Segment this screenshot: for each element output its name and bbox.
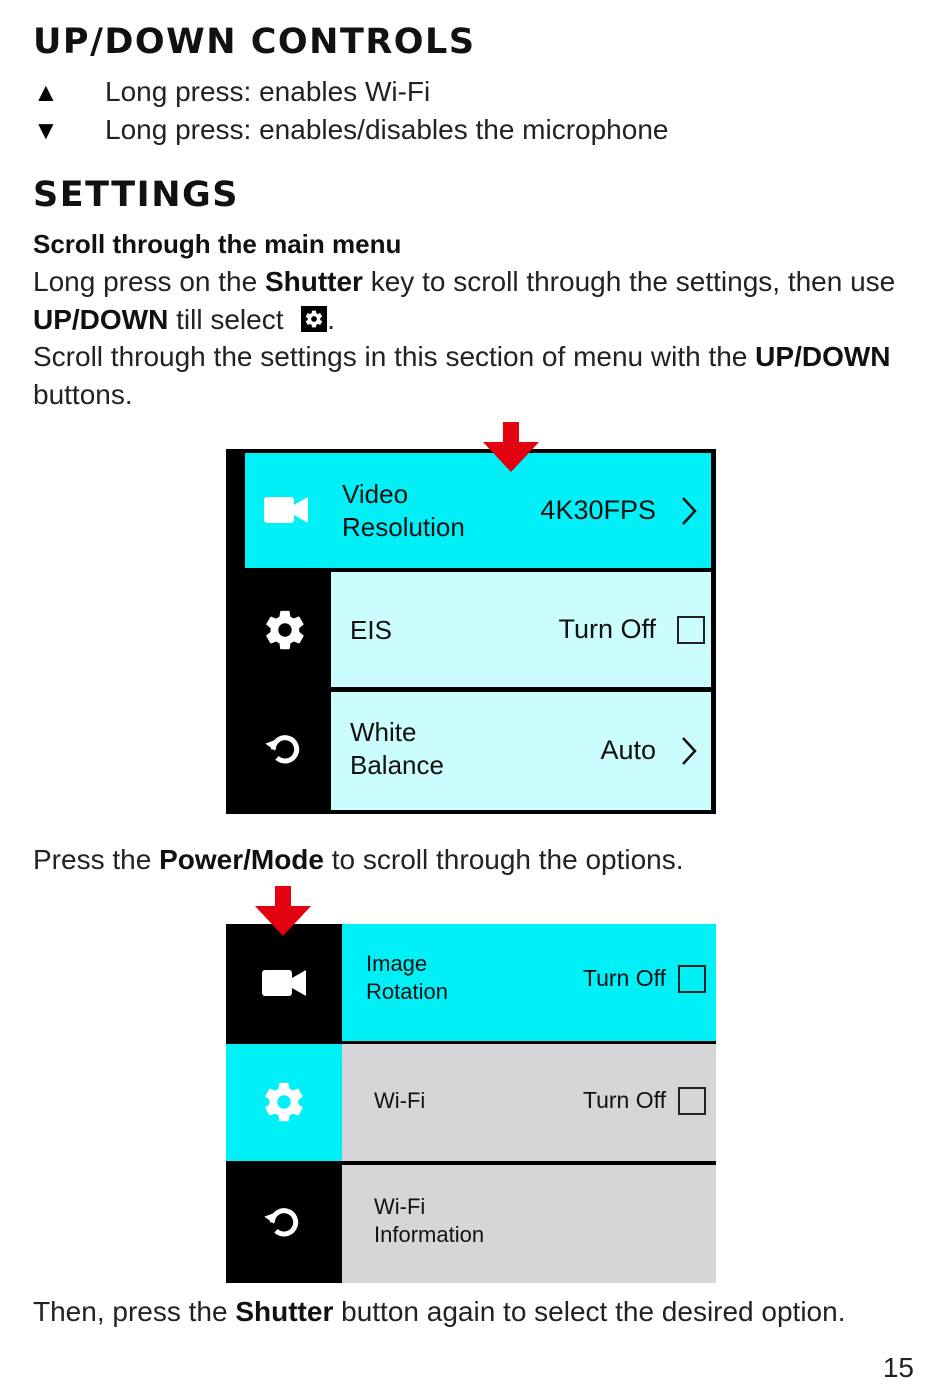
bold-text: Power/Mode — [159, 844, 324, 875]
bold-text: UP/DOWN — [755, 341, 891, 372]
settings-gear-icon — [301, 306, 327, 332]
paragraph — [33, 844, 684, 876]
bold-text: UP/DOWN — [33, 304, 169, 335]
row-label-line: Video — [342, 479, 409, 509]
text-run: to scroll through the options. — [323, 844, 684, 875]
paragraph — [33, 1296, 845, 1328]
side-icon-cell — [226, 924, 342, 1041]
row-label-line: White — [350, 717, 417, 747]
menu-row-white-balance[interactable] — [331, 692, 711, 810]
text-run: Press the — [33, 844, 160, 875]
up-triangle-icon: ▲ — [33, 77, 59, 107]
row-label — [366, 950, 448, 1005]
row-label-line: Wi-Fi — [374, 1194, 426, 1219]
paragraph — [33, 341, 891, 373]
row-label-line: Balance — [350, 749, 444, 780]
chevron-right-icon[interactable] — [681, 496, 697, 526]
red-arrow-icon — [253, 886, 313, 938]
text-run: . — [327, 304, 336, 335]
side-icon-cell — [226, 572, 330, 687]
row-label: EIS — [350, 615, 392, 645]
side-icon-cell — [226, 1165, 342, 1283]
reset-icon — [265, 731, 305, 771]
row-label-line: Rotation — [366, 978, 448, 1004]
menu-row-video-resolution[interactable] — [245, 453, 711, 568]
bold-text: Shutter — [235, 1296, 334, 1327]
list-item-text: Long press: enables Wi-Fi — [105, 76, 431, 107]
row-label-line: Image — [366, 951, 428, 976]
menu-screen-1 — [226, 449, 716, 814]
down-triangle-icon: ▼ — [33, 115, 59, 145]
row-label: Wi-Fi — [374, 1088, 426, 1113]
video-camera-icon — [262, 968, 306, 998]
row-label — [350, 716, 444, 781]
reset-icon — [264, 1204, 304, 1244]
text-run: Scroll through the settings in this section of menu with the — [33, 341, 756, 372]
menu-row-image-rotation[interactable] — [342, 924, 716, 1041]
paragraph — [33, 304, 335, 336]
chevron-right-icon[interactable] — [681, 736, 697, 766]
list-item — [33, 76, 430, 108]
bold-text: Shutter — [264, 266, 363, 297]
paragraph: buttons. — [33, 379, 133, 410]
list-item-text: Long press: enables/disables the microphone — [105, 114, 669, 145]
gear-icon — [261, 1079, 307, 1125]
text-run: Then, press the — [33, 1296, 236, 1327]
row-value: Turn Off — [582, 965, 666, 991]
menu-row-wifi[interactable] — [342, 1044, 716, 1161]
page-number: 15 — [882, 1352, 914, 1383]
row-value: Turn Off — [582, 1087, 666, 1113]
row-label — [374, 1193, 484, 1248]
text-run: till select — [168, 304, 292, 335]
paragraph — [33, 266, 895, 298]
list-item — [33, 114, 668, 146]
section-heading-settings: SETTINGS — [33, 175, 239, 215]
checkbox[interactable] — [678, 1087, 706, 1115]
text-run: Long press on the — [33, 266, 265, 297]
text-run: key to scroll through the settings, then use — [362, 266, 896, 297]
menu-row-eis[interactable] — [331, 572, 711, 687]
gear-icon — [262, 607, 308, 653]
checkbox[interactable] — [677, 616, 705, 644]
subheading: Scroll through the main menu — [33, 229, 402, 259]
menu-screen-2 — [226, 924, 716, 1283]
row-value: 4K30FPS — [540, 495, 656, 525]
row-value: Turn Off — [558, 614, 656, 644]
row-label-line: Information — [374, 1221, 485, 1247]
checkbox[interactable] — [678, 965, 706, 993]
row-label-line: Resolution — [342, 511, 465, 542]
row-value: Auto — [600, 735, 656, 765]
side-icon-cell — [226, 692, 330, 810]
red-arrow-icon — [481, 422, 541, 474]
video-camera-icon — [264, 495, 308, 525]
row-label — [342, 478, 465, 543]
section-heading-updown: UP/DOWN CONTROLS — [33, 22, 476, 62]
side-icon-cell — [226, 1044, 342, 1161]
menu-row-wifi-information[interactable] — [342, 1165, 716, 1283]
text-run: button again to select the desired option. — [333, 1296, 846, 1327]
